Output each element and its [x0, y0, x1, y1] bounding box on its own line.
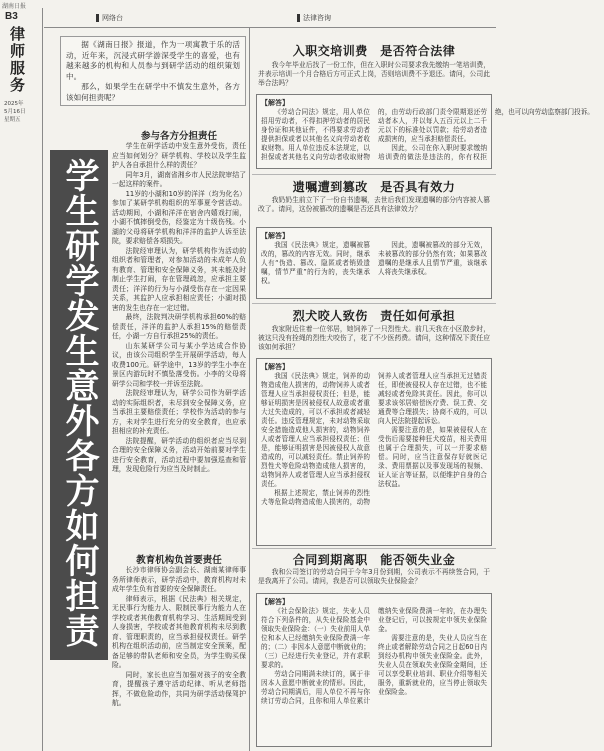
answer-label: 【解答】 [261, 363, 289, 371]
section2-body [112, 566, 246, 746]
answer-paragraph: 因此，遗嘱被篡改的部分无效，未被篡改的部分仍然有效；如果篡改遗嘱的是继承人且情节严重，该继承人将丧失继承权。 [378, 241, 487, 276]
article-question [258, 61, 490, 89]
left-section-label [96, 13, 123, 23]
answer-box [256, 358, 492, 546]
answer-paragraph: 需要注意的是，失业人员应当在终止或者解除劳动合同之日起60日内到经办机构申领失业保险金。此外，失业人员在领取失业保险金期间，还可以享受职业培训、职业介绍等相关服务，重新就业的，应当停止领取失业保险金。 [378, 634, 487, 696]
answer-paragraph: 根据上述规定，禁止饲养的烈性犬等危险动物造成他人损害的，动物饲养人或者管理人应当承担无过错责任，即使被侵权人存在过错，也不能减轻或者免除其责任。因此，你可以要求该邻居赔偿医疗费、误工费、交通费等合理损失；协商不成的，可以向人民法院提起诉讼。 [261, 372, 487, 506]
question-text: 我今年毕业后找了一份工作，但在入职时公司要求我先缴纳一笔培训费，并表示培训一个月合格后方可正式上岗，否则培训费不予退还。请问，公司此举合法吗？ [258, 61, 490, 87]
headline-banner [50, 150, 108, 660]
answer-box [256, 94, 594, 169]
body-paragraph: 同时，家长也应当加强对孩子的安全教育，提醒孩子遵守活动纪律、听从老师指挥，不做危险动作，共同为研学活动保驾护航。 [112, 670, 246, 707]
question-text: 我家附近住着一位邻居，她饲养了一只烈性犬。前几天我在小区散步时，被这只没有拴绳的烈性犬咬伤了，花了不少医药费。请问，这种情况下责任应该如何承担？ [258, 325, 490, 351]
answer-body [261, 108, 594, 170]
body-paragraph: 最终，法院判决研学机构承担60%的赔偿责任，洋洋的监护人承担15%的赔偿责任，小湖一方自行承担25%的责任。 [112, 313, 246, 340]
lead-paragraph: 那么，如果学生在研学中不慎发生意外，各方该如何担责呢？ [66, 82, 240, 102]
right-section-label [297, 13, 331, 23]
article-question [258, 325, 490, 354]
article-divider [252, 174, 496, 175]
date-weekday: 星期五 [4, 117, 21, 123]
body-paragraph: 11岁的小湖和10岁的洋洋（均为化名）参加了某研学机构组织的军事夏令营活动。活动期间，小湖和洋洋在宿舍内嬉戏打闹，小湖不慎摔倒受伤，经鉴定为十级伤残。小湖的父母将研学机构和洋洋的监护人诉至法院，要求赔偿各项损失。 [112, 189, 246, 245]
section1-heading: 参与各方分担责任 [140, 131, 217, 142]
lead-paragraph: 据《湖南日报》报道，作为一项寓教于乐的活动，近年来，沉浸式研学游深受学生的喜爱，也有越来越多的机构和人员参与到研学活动的组织策划中。 [66, 40, 240, 81]
left-section-label-text: 网络台 [102, 14, 123, 22]
article-title: 入职交培训费 是否符合法律 [292, 44, 456, 58]
date-day: 5月16日 [4, 109, 26, 115]
date-year: 2025年 [4, 101, 24, 107]
answer-box [256, 227, 492, 299]
answer-paragraph: 《社会保险法》规定，失业人员符合下列条件的，从失业保险基金中领取失业保险金：（一）失业前用人单位和本人已经缴纳失业保险费满一年的；（二）非因本人意愿中断就业的；（三）已经进行失业登记，并有求职要求的。 [261, 607, 370, 669]
body-paragraph: 律师表示，根据《民法典》相关规定，无民事行为能力人、限制民事行为能力人在学校或者其他教育机构学习、生活期间受到人身损害，学校或者其他教育机构未尽到教育、管理职责的，应当承担侵权责任。研学机构在组织活动前，应当制定安全预案，配备足够的带队老师和安全员，为学生购买保险。 [112, 594, 246, 669]
answer-paragraph: 劳动合同期满未续订的，属于非因本人意愿中断就业的情形。因此，劳动合同期满后，用人单位不再与你续订劳动合同，且你和用人单位累计缴纳失业保险费满一年的，在办理失业登记后，可以按规定申领失业保险金。 [261, 607, 487, 705]
question-text: 我奶奶生前立下了一份自书遗嘱，去世后我们发现遗嘱的部分内容被人篡改了。请问，这份被篡改的遗嘱是否还具有法律效力？ [258, 196, 490, 213]
body-paragraph: 法院经审理认为，研学机构作为活动的组织者和管理者，对参加活动的未成年人负有教育、管理和安全保障义务，其未能及时制止学生打闹，存在管理疏忽，应承担主要责任；洋洋的行为与小湖受伤存在一定因果关系，其监护人应承担相应责任；小湖对损害的发生也存在一定过错。 [112, 246, 246, 312]
answer-paragraph: 因此，公司在你入职时要求缴纳培训费的做法是违法的，你有权拒绝，也可以向劳动监察部门投诉。 [378, 108, 594, 161]
article-question [258, 568, 490, 590]
strip-divider [42, 8, 43, 751]
issue-date [4, 100, 38, 124]
answer-paragraph: 需要注意的是，如果被侵权人在受伤后需要接种狂犬疫苗，相关费用也属于合理损失，可以一并要求赔偿。同时，应当注意保存好就医记录、费用票据以及事发现场的视频、证人证言等证据，以便维护自身的合法权益。 [378, 426, 487, 488]
article-question [258, 196, 490, 222]
answer-label: 【解答】 [261, 232, 289, 240]
article-title: 合同到期离职 能否领失业金 [292, 553, 456, 567]
article-title: 遗嘱遭到篡改 是否具有效力 [292, 180, 456, 194]
answer-paragraph: 我国《民法典》规定，遗嘱被篡改的，篡改的内容无效。同时，继承人有“伪造、篡改、隐匿或者销毁遗嘱，情节严重”的行为的，丧失继承权。 [261, 241, 370, 285]
header-rule [44, 27, 496, 28]
page-number: B3 [5, 11, 18, 22]
answer-paragraph: 《劳动合同法》规定，用人单位招用劳动者，不得扣押劳动者的居民身份证和其他证件，不得要求劳动者提供担保或者以其他名义向劳动者收取财物。用人单位违反本法规定，以担保或者其他名义向劳动者收取财物的，由劳动行政部门责令限期退还劳动者本人，并以每人五百元以上二千元以下的标准处以罚款；给劳动者造成损害的，应当承担赔偿责任。 [261, 108, 487, 161]
lead-box [60, 36, 246, 106]
answer-body [261, 241, 487, 300]
column-divider [249, 27, 250, 751]
section-marker-icon [96, 14, 99, 22]
body-paragraph: 山东某研学公司与某小学达成合作协议，由该公司组织学生开展研学活动，每人收费100元。研学途中，13岁的学生小李在景区内游玩时不慎坠落受伤。小李的父母将研学公司和学校一并诉至法院。 [112, 341, 246, 388]
article-title: 烈犬咬人致伤 责任如何承担 [292, 309, 456, 323]
body-paragraph: 学生在研学活动中发生意外受伤，责任应当如何划分？研学机构、学校以及学生监护人各自承担什么样的责任？ [112, 142, 246, 169]
answer-label: 【解答】 [261, 99, 289, 107]
answer-body [261, 607, 487, 748]
body-paragraph: 长沙市律师协会副会长、湖南某律师事务所律师表示，研学活动中，教育机构对未成年学生负有首要的安全保障责任。 [112, 566, 246, 593]
article-divider [252, 303, 496, 304]
section1-body [112, 142, 246, 546]
answer-body [261, 372, 487, 547]
body-paragraph: 法院提醒，研学活动的组织者应当尽到合理的安全保障义务，活动开始前要对学生进行安全教育，活动过程中要加强巡查和管理，发现危险行为应当及时制止。 [112, 436, 246, 473]
body-paragraph: 同年3月，湖南省湘乡市人民法院审结了一起这样的案件。 [112, 170, 246, 188]
main-headline: 学生研学发生意外各方如何担责 [59, 158, 99, 648]
section-marker-icon [297, 14, 300, 22]
masthead: 湖南日报 [2, 3, 27, 10]
question-text: 我和公司签订的劳动合同于今年3月份到期，公司表示不再续签合同，于是我离开了公司。请问，我是否可以领取失业保险金？ [258, 568, 490, 585]
section-name: 律师服务 [8, 26, 26, 94]
right-section-label-text: 法律咨询 [303, 14, 331, 22]
body-paragraph: 法院经审理认为，研学公司作为研学活动的实际组织者，未尽到安全保障义务，应当承担主要赔偿责任；学校作为活动的参与方，未对学生进行充分的安全教育，也应承担相应的补充责任。 [112, 389, 246, 435]
answer-label: 【解答】 [261, 598, 289, 606]
answer-paragraph: 我国《民法典》规定，饲养的动物造成他人损害的，动物饲养人或者管理人应当承担侵权责任；但是，能够证明损害是因被侵权人故意或者重大过失造成的，可以不承担或者减轻责任。违反管理规定，未对动物采取安全措施造成他人损害的，动物饲养人或者管理人应当承担侵权责任；但是，能够证明损害是因被侵权人故意造成的，可以减轻责任。禁止饲养的烈性犬等危险动物造成他人损害的，动物饲养人或者管理人应当承担侵权责任。 [261, 372, 370, 488]
article-divider [252, 548, 496, 549]
answer-box [256, 593, 492, 747]
section2-heading: 教育机构负首要责任 [136, 555, 222, 566]
